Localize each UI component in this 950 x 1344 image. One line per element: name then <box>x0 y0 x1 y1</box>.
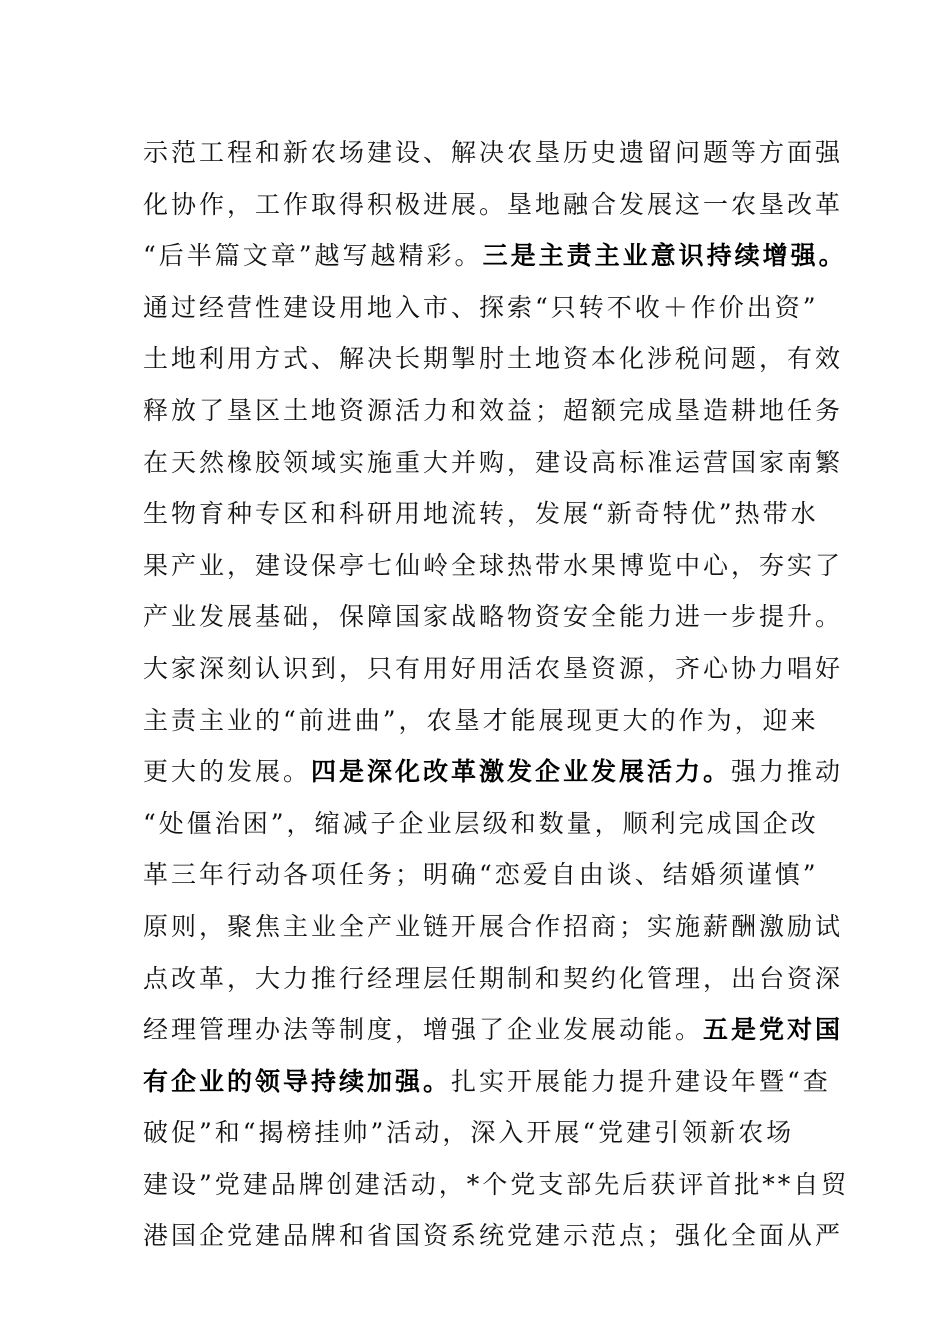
text-line <box>143 385 844 437</box>
text-run: 在天然橡胶领域实施重大并购，建设高标准运营国家南繁 <box>143 447 844 477</box>
bold-heading-run: 五是党对国 <box>703 1015 844 1045</box>
text-run: 港国企党建品牌和省国资系统党建示范点；强化全面从严 <box>143 1221 844 1251</box>
text-line <box>143 1056 831 1108</box>
text-run: 主责主业的“前进曲”，农垦才能展现更大的作为，迎来 <box>143 705 819 735</box>
text-line <box>143 488 823 540</box>
text-run: “后半篇文章”越写越精彩。 <box>143 241 483 271</box>
text-line <box>143 1107 823 1159</box>
bold-heading-run: 四是深化改革激发企业发展活力。 <box>311 757 732 787</box>
text-line <box>143 1159 850 1211</box>
text-run: 化协作，工作取得积极进展。垦地融合发展这一农垦改革 <box>143 189 844 219</box>
text-run: 革三年行动各项任务；明确“恋爱自由谈、结婚须谨慎” <box>143 860 819 890</box>
text-line <box>143 901 844 953</box>
text-run: 土地利用方式、解决长期掣肘土地资本化涉税问题，有效 <box>143 344 844 374</box>
text-run: 原则，聚焦主业全产业链开展合作招商；实施薪酬激励试 <box>143 911 844 941</box>
text-run: 点改革，大力推行经理层任期制和契约化管理，出台资深 <box>143 963 844 993</box>
text-run: 生物育种专区和科研用地流转，发展“新奇特优”热带水 <box>143 499 819 529</box>
text-line <box>143 953 844 1005</box>
text-line <box>143 127 844 179</box>
text-line <box>143 282 823 334</box>
text-line <box>143 849 823 901</box>
text-run: 果产业，建设保亭七仙岭全球热带水果博览中心，夯实了 <box>143 550 844 580</box>
text-run: 释放了垦区土地资源活力和效益；超额完成垦造耕地任务 <box>143 395 844 425</box>
text-line <box>143 798 823 850</box>
text-line <box>143 643 844 695</box>
text-run: 建设”党建品牌创建活动，*个党支部先后获评首批**自贸 <box>143 1169 850 1199</box>
text-run: 强力推动 <box>731 757 844 787</box>
document-body <box>143 127 850 1262</box>
text-run: 通过经营性建设用地入市、探索“只转不收＋作价出资” <box>143 292 819 322</box>
text-run: 大家深刻认识到，只有用好用活农垦资源，齐心协力唱好 <box>143 653 844 683</box>
bold-heading-run: 有企业的领导持续加强。 <box>143 1066 452 1096</box>
text-run: 破促”和“揭榜挂帅”活动，深入开展“党建引领新农场 <box>143 1118 795 1148</box>
bold-heading-run: 三是主责主业意识持续增强。 <box>482 241 847 271</box>
text-line <box>143 230 847 282</box>
text-run: 更大的发展。 <box>143 757 312 787</box>
text-line <box>143 1210 844 1262</box>
text-run: “处僵治困”，缩减子企业层级和数量，顺利完成国企改 <box>143 808 819 838</box>
text-line <box>143 540 844 592</box>
text-line <box>143 695 823 747</box>
text-run: 示范工程和新农场建设、解决农垦历史遗留问题等方面强 <box>143 138 844 167</box>
text-line <box>143 591 844 643</box>
text-line <box>143 1004 844 1056</box>
text-line <box>143 333 844 385</box>
text-line <box>143 179 844 231</box>
text-run: 经理管理办法等制度，增强了企业发展动能。 <box>143 1015 704 1045</box>
text-line <box>143 746 844 798</box>
text-run: 扎实开展能力提升建设年暨“查 <box>451 1066 831 1096</box>
text-run: 产业发展基础，保障国家战略物资安全能力进一步提升。 <box>143 602 844 632</box>
text-line <box>143 437 844 489</box>
